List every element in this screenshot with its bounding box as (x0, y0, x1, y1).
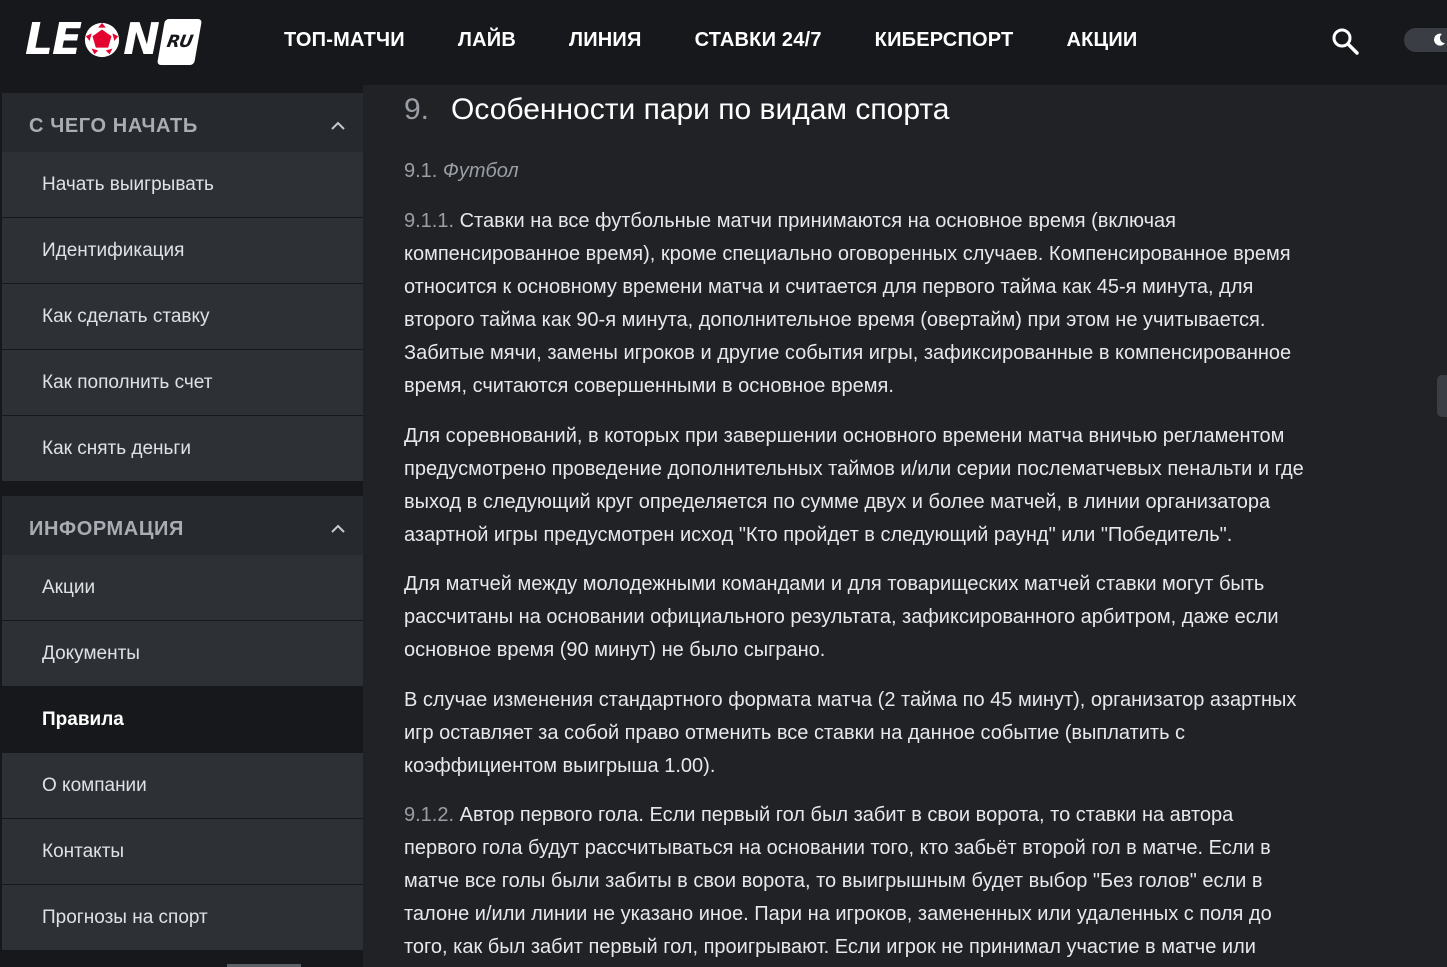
moon-icon (1432, 33, 1446, 47)
section-title (404, 93, 949, 127)
paragraph-line: того, как был забит первый гол, проигрывают. Если игрок не принимал участие в матче или (404, 936, 1256, 958)
main-nav (284, 0, 1190, 80)
subsection-title (404, 160, 519, 183)
nav-esports[interactable]: КИБЕРСПОРТ (874, 28, 1014, 51)
paragraph-line: время, считаются совершенными в основное время. (404, 375, 894, 397)
sidebar (0, 85, 363, 967)
paragraph-line: Для соревнований, в которых при завершении основного времени матча вничью регламентом (404, 425, 1285, 447)
logo-text-right: N (123, 14, 159, 65)
subsection-number: 9.1. (404, 160, 438, 182)
paragraph-number: 9.1.1. (404, 210, 455, 232)
subsection-title-text: Футбол (442, 160, 519, 182)
paragraph-line: первого гола будут рассчитываться на основании того, кто забьёт второй гол в матче. Если в (404, 837, 1271, 859)
rules-content (363, 85, 1447, 967)
rule-paragraph-9-1-1 (404, 205, 1404, 403)
sidebar-item-rules[interactable]: Правила (2, 687, 363, 752)
rule-paragraph-youth-friendly (404, 568, 1404, 667)
paragraph-line: В случае изменения стандартного формата матча (2 тайма по 45 минут), организатор азартных (404, 689, 1297, 711)
nav-promotions[interactable]: АКЦИИ (1066, 28, 1138, 51)
paragraph-line: Для матчей между молодежными командами и для товарищеских матчей ставки могут быть (404, 573, 1265, 595)
paragraph-line: предусмотрено проведение дополнительных таймов и/или серии послематчевых пенальти и где (404, 458, 1304, 480)
paragraph-number: 9.1.2. (404, 804, 455, 826)
sidebar-item-start-winning[interactable]: Начать выигрывать (2, 152, 363, 217)
chevron-up-icon (330, 524, 346, 534)
sidebar-item-withdraw[interactable]: Как снять деньги (2, 416, 363, 481)
sidebar-section-information[interactable] (2, 496, 363, 562)
paragraph-line (404, 205, 1404, 238)
nav-top-matches[interactable]: ТОП-МАТЧИ (284, 28, 405, 51)
rule-paragraph-9-1-2 (404, 799, 1404, 964)
nav-line[interactable]: ЛИНИЯ (568, 28, 642, 51)
logo-text-left: LE (25, 14, 82, 65)
sidebar-item-documents[interactable]: Документы (2, 621, 363, 686)
sidebar-item-about[interactable]: О компании (2, 753, 363, 818)
paragraph-line: компенсированное время), кроме специально оговоренных случаев. Компенсированное время (404, 243, 1291, 265)
logo-wordmark (25, 16, 198, 65)
sidebar-item-how-to-bet[interactable]: Как сделать ставку (2, 284, 363, 349)
line-text: Автор первого гола. Если первый гол был забит в свои ворота, то ставки на автора (459, 804, 1234, 826)
rule-paragraph-extra-time (404, 420, 1404, 552)
paragraph-line: выход в следующий круг определяется по сумме двух и более матчей, в линии организатора (404, 491, 1271, 513)
paragraph-line: игр оставляет за собой право отменить все ставки на данное событие (выплатить с (404, 722, 1186, 744)
sidebar-item-deposit[interactable]: Как пополнить счет (2, 350, 363, 415)
sidebar-item-contacts[interactable]: Контакты (2, 819, 363, 884)
top-header (0, 0, 1447, 85)
nav-live[interactable]: ЛАЙВ (457, 28, 516, 51)
sidebar-section-title: ИНФОРМАЦИЯ (29, 517, 184, 540)
leon-logo[interactable] (25, 14, 198, 65)
nav-bets-24-7[interactable]: СТАВКИ 24/7 (694, 28, 822, 51)
soccer-ball-icon (83, 21, 121, 59)
paragraph-line: относится к основному времени матча и считается для первого тайма как 45-я минута, для (404, 276, 1254, 298)
sidebar-section-title: С ЧЕГО НАЧАТЬ (29, 114, 198, 137)
paragraph-line: талоне и/или линии не указано иное. Пари на игроков, замененных или удаленных с поля до (404, 903, 1272, 925)
search-icon[interactable] (1330, 26, 1360, 56)
paragraph-line: коэффициентом выигрыша 1.00). (404, 755, 716, 777)
section-title-text: Особенности пари по видам спорта (451, 93, 950, 126)
sidebar-section-getting-started[interactable] (2, 93, 363, 159)
paragraph-line: рассчитаны на основании официального результата, зафиксированного арбитром, даже если (404, 606, 1279, 628)
page-scrollbar[interactable] (1437, 375, 1447, 417)
logo-ru-badge: RU (157, 19, 202, 65)
chevron-up-icon (330, 121, 346, 131)
paragraph-line: матче все голы были забиты в свои ворота, то выигрышным будет выбор "Без голов" если в (404, 870, 1263, 892)
sidebar-item-identification[interactable]: Идентификация (2, 218, 363, 283)
paragraph-line: Забитые мячи, замены игроков и другие события игры, зафиксированные в компенсированное (404, 342, 1292, 364)
paragraph-line: основное время (90 минут) не было сыграно. (404, 639, 826, 661)
paragraph-line: азартной игры предусмотрен исход "Кто пройдет в следующий раунд" или "Победитель". (404, 524, 1233, 546)
line-text: Ставки на все футбольные матчи принимаются на основное время (включая (459, 210, 1176, 232)
section-number: 9. (404, 93, 430, 126)
rule-paragraph-format-change (404, 684, 1404, 783)
paragraph-line (404, 799, 1404, 832)
sidebar-item-promotions[interactable]: Акции (2, 555, 363, 620)
sidebar-item-predictions[interactable]: Прогнозы на спорт (2, 885, 363, 950)
paragraph-line: второго тайма как 90-я минута, дополнительное время (овертайм) при этом не учитывается. (404, 309, 1266, 331)
